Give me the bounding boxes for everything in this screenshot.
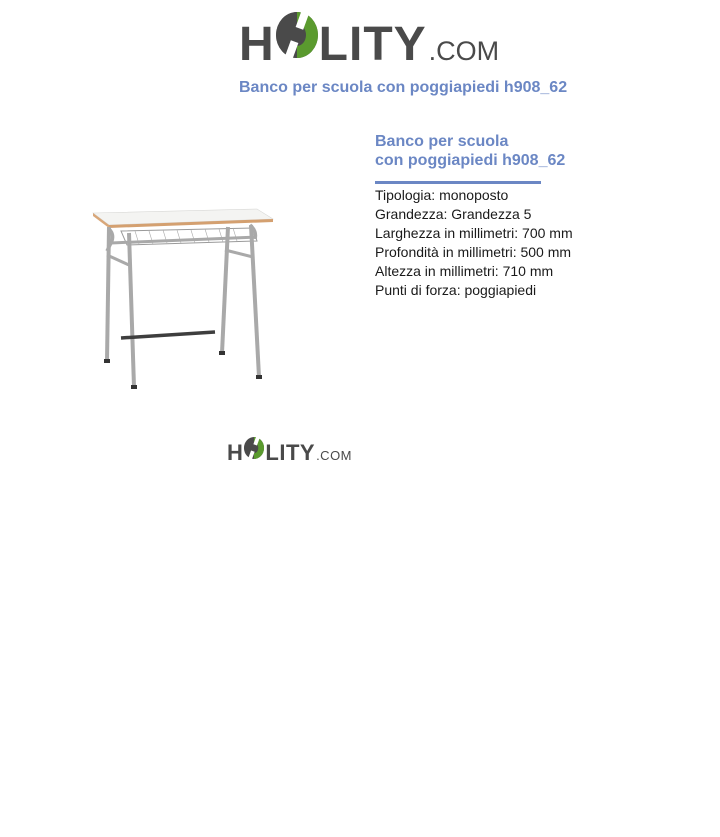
product-title-line1: Banco per scuola	[375, 133, 509, 150]
spec-grandezza: Grandezza: Grandezza 5	[375, 206, 532, 222]
spec-altezza: Altezza in millimetri: 710 mm	[375, 263, 554, 279]
logo-letter-h: H	[239, 18, 275, 71]
school-desk-image	[85, 195, 290, 400]
logo-o-icon	[274, 10, 320, 60]
spec-tipologia: Tipologia: monoposto	[375, 187, 509, 203]
spec-profondita: Profondità in millimetri: 500 mm	[375, 244, 572, 260]
page-title: Banco per scuola con poggiapiedi h908_62	[239, 79, 568, 96]
logo-small-suffix: .COM	[316, 448, 353, 463]
spec-larghezza: Larghezza in millimetri: 700 mm	[375, 225, 573, 241]
spec-list	[375, 186, 573, 300]
product-title-line2: con poggiapiedi h908_62	[375, 152, 566, 169]
holity-logo-small	[227, 436, 352, 464]
logo-letters: LITY	[318, 18, 427, 71]
logo-small-letters: LITY	[265, 440, 316, 465]
holity-logo	[239, 10, 499, 69]
logo-small-letter-h: H	[227, 440, 244, 465]
product-title	[375, 132, 635, 170]
spec-punti-di-forza: Punti di forza: poggiapiedi	[375, 282, 537, 298]
logo-small-o-icon	[243, 436, 265, 460]
logo-suffix: .COM	[428, 36, 500, 66]
title-divider	[375, 181, 541, 184]
